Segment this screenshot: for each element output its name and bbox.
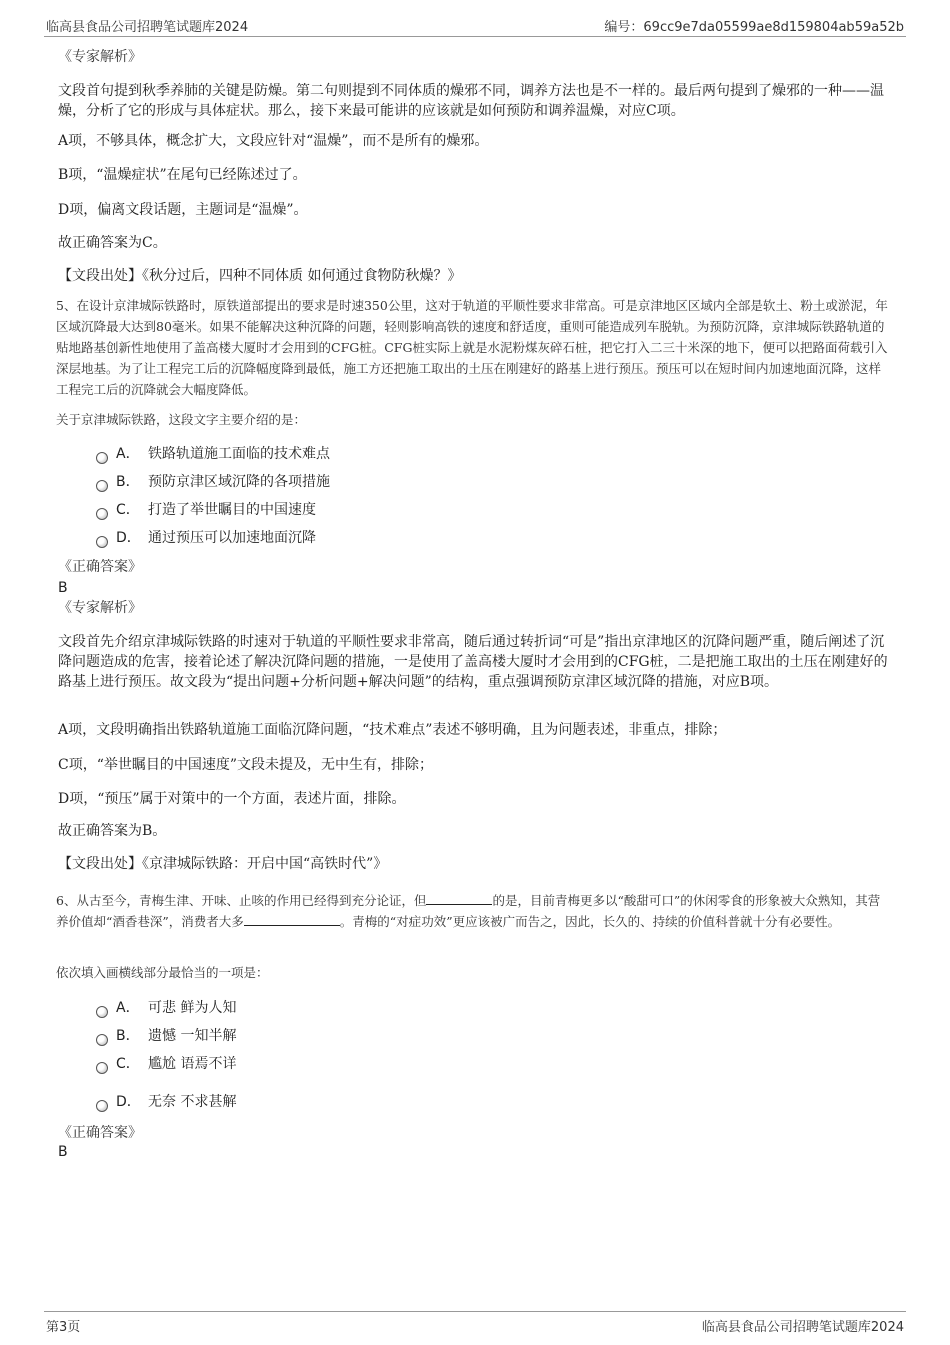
- header-title: 临高县食品公司招聘笔试题库2024: [46, 20, 249, 35]
- q5-option-a-analysis: A项，文段明确指出铁路轨道施工面临沉降问题，“技术难点”表述不够明确，且为问题表述，非重点，排除；: [58, 722, 727, 738]
- option-letter: B．: [116, 1028, 140, 1044]
- radio-icon[interactable]: [96, 536, 108, 548]
- page-footer: [44, 1311, 906, 1338]
- radio-icon[interactable]: [96, 1062, 108, 1074]
- q6-stem-part2: 的是，目前青梅更多以“酸甜可口”的休闲零食的形象被大众熟知，其营养价值却“酒香巷深”，消费者大多: [56, 893, 881, 929]
- option-letter: B．: [116, 474, 140, 490]
- option-letter: A．: [116, 1000, 140, 1016]
- q6-stem-part1: 6、从古至今，青梅生津、开味、止咳的作用已经得到充分论证，但: [56, 893, 427, 908]
- option-text: 预防京津区域沉降的各项措施: [148, 474, 330, 490]
- option-text: 通过预压可以加速地面沉降: [148, 530, 316, 546]
- q6-blank-1: [426, 891, 492, 905]
- radio-icon[interactable]: [96, 508, 108, 520]
- q5-option-a[interactable]: [96, 444, 330, 464]
- option-text: 可悲 鲜为人知: [148, 1000, 237, 1016]
- q6-option-c[interactable]: [96, 1054, 236, 1074]
- page-header: [44, 14, 906, 37]
- header-doc-id: 编号：69cc9e7da05599ae8d159804ab59a52b: [604, 20, 904, 35]
- footer-title: 临高县食品公司招聘笔试题库2024: [701, 1320, 904, 1335]
- option-letter: A．: [116, 446, 140, 462]
- q6-option-a[interactable]: [96, 998, 236, 1018]
- q5-question: 关于京津城际铁路，这段文字主要介绍的是：: [56, 412, 307, 427]
- q4-conclusion: 故正确答案为C。: [58, 235, 167, 251]
- q6-stem: [56, 890, 892, 932]
- q5-analysis: 文段首先介绍京津城际铁路的时速对于轨道的平顺性要求非常高，随后通过转折词“可是”指出京津地区的沉降问题严重，随后阐述了沉降问题造成的危害，接着论述了解决沉降问题的措施，一是使用了盖高楼大厦时才会用到的CFG桩，二是把施工取出的土压在刚建好的路基上进行预压。故文段为“提出问题+分析问题+解决问题”的结构，重点强调预防京津区域沉降的措施，对应B项。: [58, 634, 888, 690]
- q6-answer: B: [58, 1144, 68, 1160]
- q5-conclusion: 故正确答案为B。: [58, 823, 167, 839]
- radio-icon[interactable]: [96, 480, 108, 492]
- option-letter: D．: [116, 530, 141, 546]
- q5-answer-label: 《正确答案》: [58, 559, 142, 575]
- option-letter: D．: [116, 1094, 141, 1110]
- option-letter: C．: [116, 1056, 140, 1072]
- q4-expert-label: 《专家解析》: [58, 49, 142, 65]
- q5-option-c-analysis: C项，“举世瞩目的中国速度”文段未提及，无中生有，排除；: [58, 757, 434, 773]
- option-text: 铁路轨道施工面临的技术难点: [148, 446, 330, 462]
- q6-blank-2: [244, 912, 340, 926]
- q5-option-d-analysis: D项，“预压”属于对策中的一个方面，表述片面，排除。: [58, 791, 406, 807]
- radio-icon[interactable]: [96, 1034, 108, 1046]
- q6-option-b[interactable]: [96, 1026, 236, 1046]
- q5-source: 【文段出处】《京津城际铁路：开启中国“高铁时代”》: [58, 856, 388, 872]
- q5-stem: 5、在设计京津城际铁路时，原铁道部提出的要求是时速350公里，这对于轨道的平顺性要求非常高。可是京津地区区域内全部是软土、粉土或淤泥，年区域沉降最大达到80毫米。如果不能解决这种沉降的问题，轻则影响高铁的速度和舒适度，重则可能造成列车脱轨。为预防沉降，京津城际铁路轨道的贴地路基创新性地使用了盖高楼大厦时才会用到的CFG桩。CFG桩实际上就是水泥粉煤灰碎石桩，把它打入二三十米深的地下，便可以把路面荷载引入深层地基。为了让工程完工后的沉降幅度降到最低，施工方还把施工取出的土压在刚建好的路基上进行预压。预压可以在短时间内加速地面沉降，这样工程完工后的沉降就会大幅度降低。: [56, 298, 888, 397]
- q5-option-d[interactable]: [96, 528, 316, 548]
- footer-page-number: 第3页: [46, 1320, 81, 1335]
- q6-stem-part3: 。青梅的“对症功效”更应该被广而告之，因此，长久的、持续的价值科普就十分有必要性。: [339, 914, 841, 929]
- q4-analysis: 文段首句提到秋季养肺的关键是防燥。第二句则提到不同体质的燥邪不同，调养方法也是不一样的。最后两句提到了燥邪的一种——温燥，分析了它的形成与具体症状。那么，接下来最可能讲的应该就是如何预防和调养温燥，对应C项。: [58, 83, 884, 119]
- q4-option-a-analysis: A项，不够具体，概念扩大，文段应针对“温燥”，而不是所有的燥邪。: [58, 133, 489, 149]
- q4-option-b-analysis: B项，“温燥症状”在尾句已经陈述过了。: [58, 167, 307, 183]
- q6-option-d[interactable]: [96, 1092, 236, 1112]
- q6-answer-label: 《正确答案》: [58, 1125, 142, 1141]
- radio-icon[interactable]: [96, 452, 108, 464]
- radio-icon[interactable]: [96, 1100, 108, 1112]
- q5-option-b[interactable]: [96, 472, 330, 492]
- q4-source: 【文段出处】《秋分过后，四种不同体质 如何通过食物防秋燥？》: [58, 268, 462, 284]
- option-text: 遗憾 一知半解: [148, 1028, 237, 1044]
- option-letter: C．: [116, 502, 140, 518]
- q6-question: 依次填入画横线部分最恰当的一项是：: [56, 965, 269, 980]
- q5-option-c[interactable]: [96, 500, 316, 520]
- option-text: 打造了举世瞩目的中国速度: [148, 502, 316, 518]
- radio-icon[interactable]: [96, 1006, 108, 1018]
- q5-expert-label: 《专家解析》: [58, 600, 142, 616]
- q4-option-d-analysis: D项，偏离文段话题，主题词是“温燥”。: [58, 202, 308, 218]
- option-text: 尴尬 语焉不详: [148, 1056, 237, 1072]
- option-text: 无奈 不求甚解: [148, 1094, 237, 1110]
- q5-answer: B: [58, 580, 68, 596]
